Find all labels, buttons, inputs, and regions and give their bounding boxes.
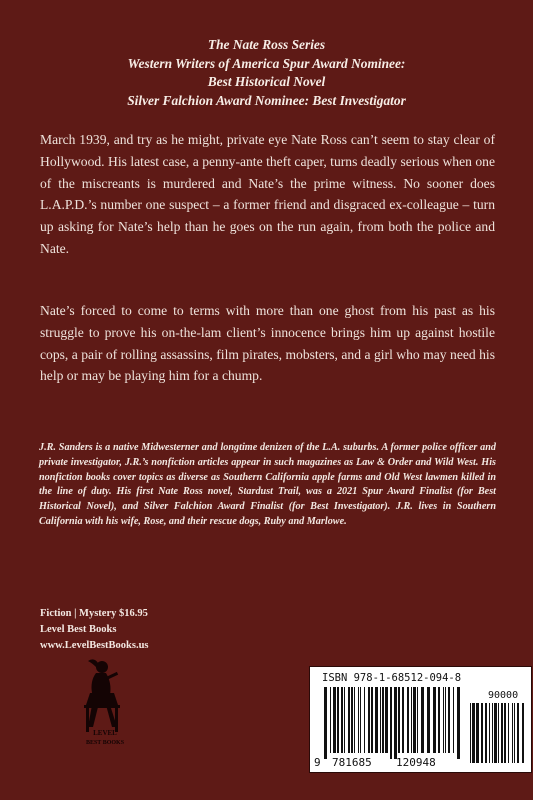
barcode-bar: [522, 703, 524, 763]
barcode-bar: [360, 687, 361, 753]
barcode-bar: [333, 687, 336, 753]
barcode-bar: [368, 687, 370, 753]
barcode-bar: [398, 687, 400, 753]
award-line-1: Western Writers of America Spur Award Nominee:: [127, 55, 406, 71]
barcode-bar: [448, 687, 450, 753]
publisher-logo-icon: [72, 655, 136, 747]
barcode-bar: [501, 703, 503, 763]
barcode-bar: [358, 687, 359, 753]
barcode-bar: [337, 687, 339, 753]
barcode-bar: [371, 687, 373, 753]
barcode-bar: [341, 687, 343, 753]
price-code: 90000: [488, 690, 519, 701]
barcode-bar: [512, 703, 513, 763]
series-title: The Nate Ross Series: [207, 37, 326, 52]
barcode-bar: [330, 687, 331, 753]
barcode-bar: [481, 703, 483, 763]
ean-right-digits: 120948: [396, 756, 436, 769]
barcode-bar: [438, 687, 440, 753]
barcode-bar: [427, 687, 430, 753]
barcode-bar: [348, 687, 350, 753]
barcode-bar: [472, 703, 475, 763]
barcode-bar: [344, 687, 345, 753]
barcode-bar: [470, 703, 471, 763]
barcode-bar: [453, 687, 454, 753]
barcode-bar: [351, 687, 353, 753]
category-price: Fiction | Mystery $16.95: [40, 608, 148, 619]
barcode-bar: [443, 687, 444, 753]
barcode-bar: [413, 687, 416, 753]
barcode-bar: [382, 687, 384, 753]
publisher-website: www.LevelBestBooks.us: [40, 640, 149, 651]
barcode-bar: [354, 687, 355, 753]
barcode-bar: [517, 703, 519, 763]
barcode-bar: [394, 687, 397, 759]
logo-text-best-books: BEST BOOKS: [85, 740, 125, 746]
barcode-bar: [385, 687, 388, 753]
isbn-label: ISBN 978-1-68512-094-8: [322, 672, 462, 684]
barcode-bar: [402, 687, 404, 753]
blurb-paragraph-2: Nate’s forced to come to terms with more than one ghost from his past as his struggle to prove his on-the-lam client’s innocence brings him up against hostile cops, a pair of rolling assassins, film pirates, mobsters, and a girl who may need his help or may be playing him for a chump.: [40, 303, 495, 384]
barcode-bar: [457, 687, 460, 759]
logo-text-level: LEVEL: [93, 729, 117, 737]
ean-left-digits: 781685: [332, 756, 372, 769]
barcode-bar: [485, 703, 487, 763]
barcode-bar: [324, 687, 327, 759]
barcode-bars-main: [324, 687, 460, 759]
barcode-bar: [390, 687, 392, 759]
barcode-bar: [494, 703, 497, 763]
barcode-bar: [380, 687, 381, 753]
barcode-bar: [417, 687, 418, 753]
award-line-3: Silver Falchion Award Nominee: Best Investigator: [127, 92, 406, 108]
barcode-bar: [411, 687, 412, 753]
barcode-bar: [498, 703, 499, 763]
ean-first-digit: 9: [314, 756, 321, 769]
barcode-bar: [492, 703, 493, 763]
award-line-2: Best Historical Novel: [207, 74, 326, 89]
blurb-paragraph-1: March 1939, and try as he might, private eye Nate Ross can’t seem to stay clear of Hollywood. His latest case, a penny-ante theft caper, turns deadly serious when one of the miscreants is murdered and Nate’s the prime witness. No sooner does L.A.P.D.’s number one suspect – a former friend and disgraced ex-colleague – turn up asking for Nate’s help than he goes on the run again, from both the police and Nate.: [40, 132, 495, 256]
barcode-bar: [445, 687, 446, 753]
barcode-bar: [489, 703, 490, 763]
barcode-bar: [504, 703, 506, 763]
barcode-bar: [514, 703, 515, 763]
barcode-bar: [508, 703, 509, 763]
barcode-bar: [407, 687, 409, 753]
barcode-bar: [364, 687, 365, 753]
series-header: [0, 36, 533, 110]
publisher-info: [40, 606, 260, 654]
barcode-bars-addon: [470, 703, 524, 763]
publisher-name: Level Best Books: [40, 624, 117, 635]
barcode-bar: [421, 687, 424, 753]
author-bio: J.R. Sanders is a native Midwesterner and longtime denizen of the L.A. suburbs. A former police officer and private investigator, J.R.’s nonfiction articles appear in such magazines as Law & Order and Wild West. His nonfiction books cover topics as diverse as Southern California apple farms and Old West lawmen killed in the line of duty. His first Nate Ross novel, Stardust Trail, was a 2021 Spur Award Finalist (for Best Historical Novel), and Silver Falchion Award Finalist (for Best Investigator). J.R. lives in Southern California with his wife, Rose, and their rescue dogs, Ruby and Marlowe.: [39, 442, 496, 527]
barcode-bar: [476, 703, 479, 763]
isbn-barcode: [309, 666, 532, 773]
barcode-bar: [433, 687, 436, 753]
barcode-bar: [375, 687, 378, 753]
